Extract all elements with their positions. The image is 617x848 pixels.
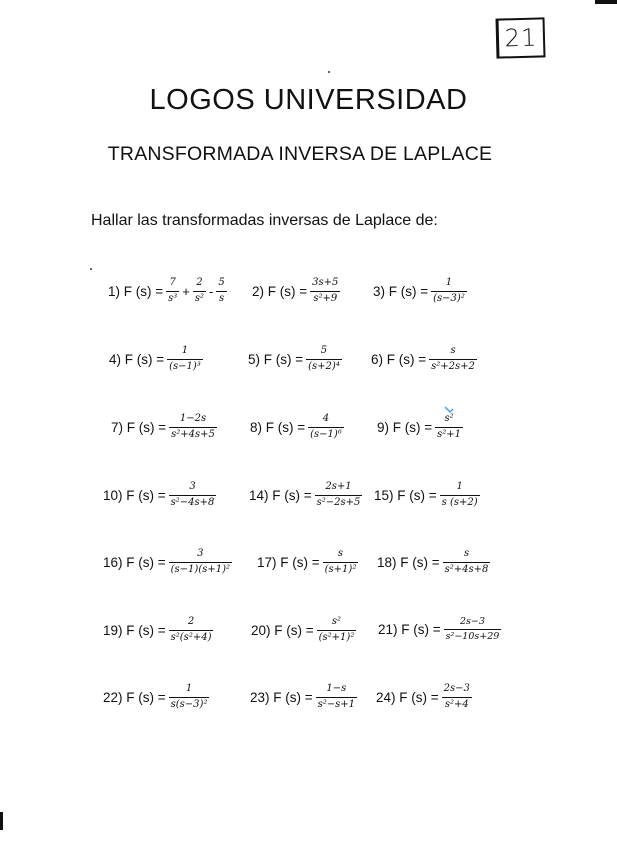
fraction: [169, 617, 214, 643]
problem-label: 3) F (s) =: [373, 283, 429, 299]
problem-item: [250, 684, 358, 710]
problem-item: [111, 414, 218, 440]
numerator: 2s+1: [315, 482, 363, 496]
fraction: [429, 346, 477, 372]
numerator: 3: [169, 482, 217, 496]
numerator: 2s−3: [442, 684, 472, 698]
operator: +: [182, 283, 190, 299]
numerator: s²: [435, 414, 463, 428]
denominator: s²+1: [437, 428, 462, 440]
denominator: s²−4s+8: [170, 496, 215, 508]
problem-label: 14) F (s) =: [249, 487, 312, 503]
fraction: [444, 617, 502, 642]
problem-item: [377, 414, 464, 440]
denominator: s²+4s+8: [444, 563, 489, 575]
problem-label: 7) F (s) =: [111, 419, 167, 435]
problem-item: [103, 482, 217, 508]
denominator: s (s+2): [441, 496, 478, 508]
numerator: 3s+5: [310, 278, 340, 292]
problem-label: 23) F (s) =: [250, 689, 313, 705]
fraction: [167, 346, 203, 372]
numerator: 2: [193, 278, 206, 292]
problem-label: 20) F (s) =: [251, 622, 314, 638]
numerator: s: [429, 346, 477, 360]
problem-label: 8) F (s) =: [250, 419, 306, 435]
fraction: [443, 549, 491, 575]
problem-label: 24) F (s) =: [376, 689, 439, 705]
fraction: [435, 414, 463, 440]
problem-item: [108, 278, 228, 304]
denominator: s²−2s+5: [316, 496, 361, 508]
problem-label: 4) F (s) =: [109, 351, 165, 367]
problem-label: 9) F (s) =: [377, 419, 433, 435]
denominator: (s+2)⁴: [308, 360, 340, 372]
problem-item: [249, 482, 363, 508]
denominator: (s−1)³: [169, 360, 201, 372]
fraction: [169, 414, 217, 440]
problem-item: [103, 617, 214, 643]
problem-label: 16) F (s) =: [103, 554, 166, 570]
denominator: (s²+1)²: [318, 631, 355, 643]
problem-item: [251, 617, 357, 643]
fraction: [442, 684, 472, 710]
numerator: 2: [169, 617, 214, 631]
fraction: [169, 549, 232, 575]
problem-label: 19) F (s) =: [103, 622, 166, 638]
page-subtitle: TRANSFORMADA INVERSA DE LAPLACE: [107, 143, 493, 165]
denominator: s(s−3)²: [170, 698, 208, 710]
numerator: s: [323, 549, 359, 563]
problem-item: [248, 346, 343, 372]
fraction: [169, 482, 217, 508]
problem-item: [257, 549, 359, 575]
problem-item: [374, 482, 481, 508]
fraction: [193, 278, 206, 304]
numerator: 7: [166, 278, 179, 292]
page-number-box: 21: [495, 17, 545, 58]
fraction: [315, 482, 363, 508]
fraction: [431, 278, 467, 304]
numerator: 1: [167, 346, 203, 360]
problem-item: [103, 684, 210, 710]
numerator: 4: [308, 414, 344, 428]
numerator: 1: [431, 278, 467, 292]
page-title: LOGOS UNIVERSIDAD: [149, 84, 468, 116]
problem-label: 21) F (s) =: [378, 621, 441, 637]
fraction: [306, 346, 342, 372]
numerator: 2s−3: [444, 617, 502, 630]
problem-label: 5) F (s) =: [248, 351, 304, 367]
problem-item: [373, 278, 468, 304]
problem-label: 18) F (s) =: [377, 554, 440, 570]
corner-scan-mark: [595, 0, 617, 4]
denominator: s²+9: [313, 292, 338, 304]
denominator: s²: [194, 292, 205, 304]
problem-item: [378, 617, 502, 642]
fraction: [323, 549, 359, 575]
denominator: s: [218, 292, 225, 304]
fraction: [308, 414, 344, 440]
problem-item: [371, 346, 478, 372]
denominator: (s−1)(s+1)²: [170, 563, 231, 575]
problem-item: [376, 684, 473, 710]
numerator: s: [443, 549, 491, 563]
pen-check-mark-icon: [444, 405, 454, 415]
edge-scan-mark: [0, 812, 3, 830]
fraction: [169, 684, 210, 710]
numerator: 1: [169, 684, 210, 698]
fraction: [310, 278, 340, 304]
fraction: [166, 278, 179, 304]
denominator: s²+4: [444, 698, 469, 710]
numerator: 1−s: [316, 684, 357, 698]
problem-item: [377, 549, 491, 575]
numerator: s²: [317, 617, 357, 631]
fraction: [317, 617, 357, 643]
stray-dot: [90, 268, 92, 270]
denominator: s²+4s+5: [171, 428, 215, 440]
problem-label: 10) F (s) =: [103, 487, 166, 503]
operator: -: [209, 283, 214, 299]
problem-item: [250, 414, 345, 440]
problem-item: [252, 278, 341, 304]
denominator: (s−3)²: [433, 292, 465, 304]
problem-label: 22) F (s) =: [103, 689, 166, 705]
numerator: 5: [306, 346, 342, 360]
denominator: s³: [168, 292, 178, 304]
problem-label: 6) F (s) =: [371, 351, 427, 367]
denominator: s²(s²+4): [170, 631, 212, 643]
problem-item: [103, 549, 233, 575]
stray-dot: [328, 71, 330, 73]
numerator: 1: [440, 482, 480, 496]
numerator: 5: [216, 278, 226, 292]
numerator: 1−2s: [169, 414, 217, 428]
problem-label: 17) F (s) =: [257, 554, 320, 570]
numerator: 3: [169, 549, 232, 563]
fraction: [216, 278, 226, 304]
problem-label: 15) F (s) =: [374, 487, 437, 503]
instruction-text: Hallar las transformadas inversas de Laplace de:: [91, 212, 438, 229]
denominator: s²−s+1: [317, 698, 356, 710]
denominator: (s−1)⁶: [310, 428, 342, 440]
problem-label: 2) F (s) =: [252, 283, 308, 299]
problem-item: [109, 346, 204, 372]
denominator: s²+2s+2: [431, 360, 475, 372]
fraction: [316, 684, 357, 710]
fraction: [440, 482, 480, 508]
denominator: s²−10s+29: [445, 630, 500, 642]
denominator: (s+1)²: [324, 563, 357, 575]
problem-label: 1) F (s) =: [108, 283, 164, 299]
